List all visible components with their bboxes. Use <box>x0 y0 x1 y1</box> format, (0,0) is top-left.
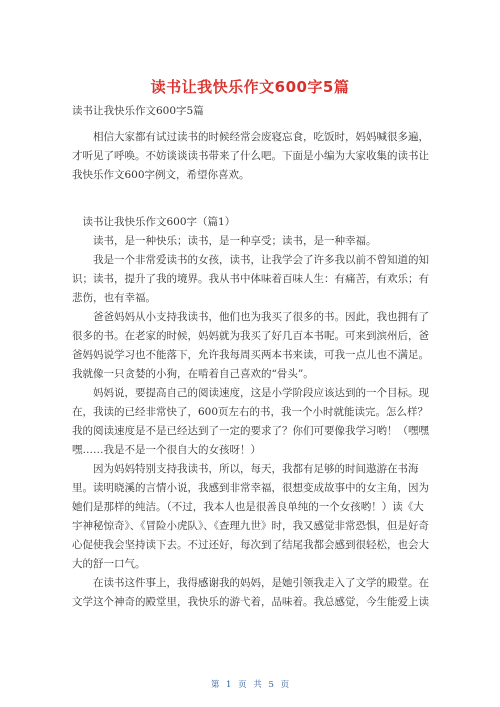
page-number: 第 1 页 共 5 页 <box>210 680 290 690</box>
body-paragraph: 我是一个非常爱读书的女孩，读书，让我学会了许多我以前不曾知道的知识；读书，提升了我的境界。我从书中体味着百味人生：有痛苦，有欢乐；有悲伤，也有幸福。 <box>72 254 429 304</box>
body-paragraph: 在读书这件事上，我得感谢我的妈妈，是她引领我走入了文学的殿堂。在文学这个神奇的殿堂里，我快乐的游弋着，品味着。我总感觉，今生能爱上读 <box>72 577 429 608</box>
document-title: 读书让我快乐作文600字5篇 <box>150 78 350 96</box>
body-paragraph: 因为妈妈特别支持我读书，所以，每天，我都有足够的时间遨游在书海里。读明晓溪的言情小说，我感到非常幸福，很想变成故事中的女主角，因为她们是那样的纯洁。（不过，我本人也是很善良单纯的一个女孩哟！）读《大宇神秘惊奇》、《冒险小虎队》、《查理九世》时，我又感觉非常恐惧，但是好奇心促使我会坚持读下去。不过还好，每次到了结尾我都会感到很轻松，也会大大的舒一口气。 <box>72 463 429 570</box>
document-subtitle: 读书让我快乐作文600字5篇 <box>72 105 204 117</box>
body-paragraph: 爸爸妈妈从小支持我读书，他们也为我买了很多的书。因此，我也拥有了很多的书。在老家的时候，妈妈就为我买了好几百本书呢。可来到滨州后，爸爸妈妈说学习也不能落下，允许我每周买两本书来读，可我一点儿也不满足。我就像一只贪婪的小狗，在啃着自己喜欢的“骨头”。 <box>72 311 429 380</box>
body-paragraph: 读书，是一种快乐；读书，是一种享受；读书，是一种幸福。 <box>93 235 377 247</box>
intro-paragraph: 相信大家都有试过读书的时候经常会废寝忘食，吃饭时，妈妈喊很多遍，才听见了呼唤。不妨谈谈读书带来了什么吧。下面是小编为大家收集的读书让我快乐作文600字例文，希望你喜欢。 <box>72 131 429 181</box>
section-heading: 读书让我快乐作文600字（篇1） <box>82 216 236 228</box>
body-paragraph: 妈妈说，要提高自己的阅读速度，这是小学阶段应该达到的一个目标。现在，我读的已经非常快了，600页左右的书，我一个小时就能读完。怎么样？我的阅读速度是不是已经达到了一定的要求了？你们可要像我学习哟！（嘿嘿嘿……我是不是一个很自大的女孩呀！） <box>72 387 429 456</box>
document-body <box>72 128 430 612</box>
